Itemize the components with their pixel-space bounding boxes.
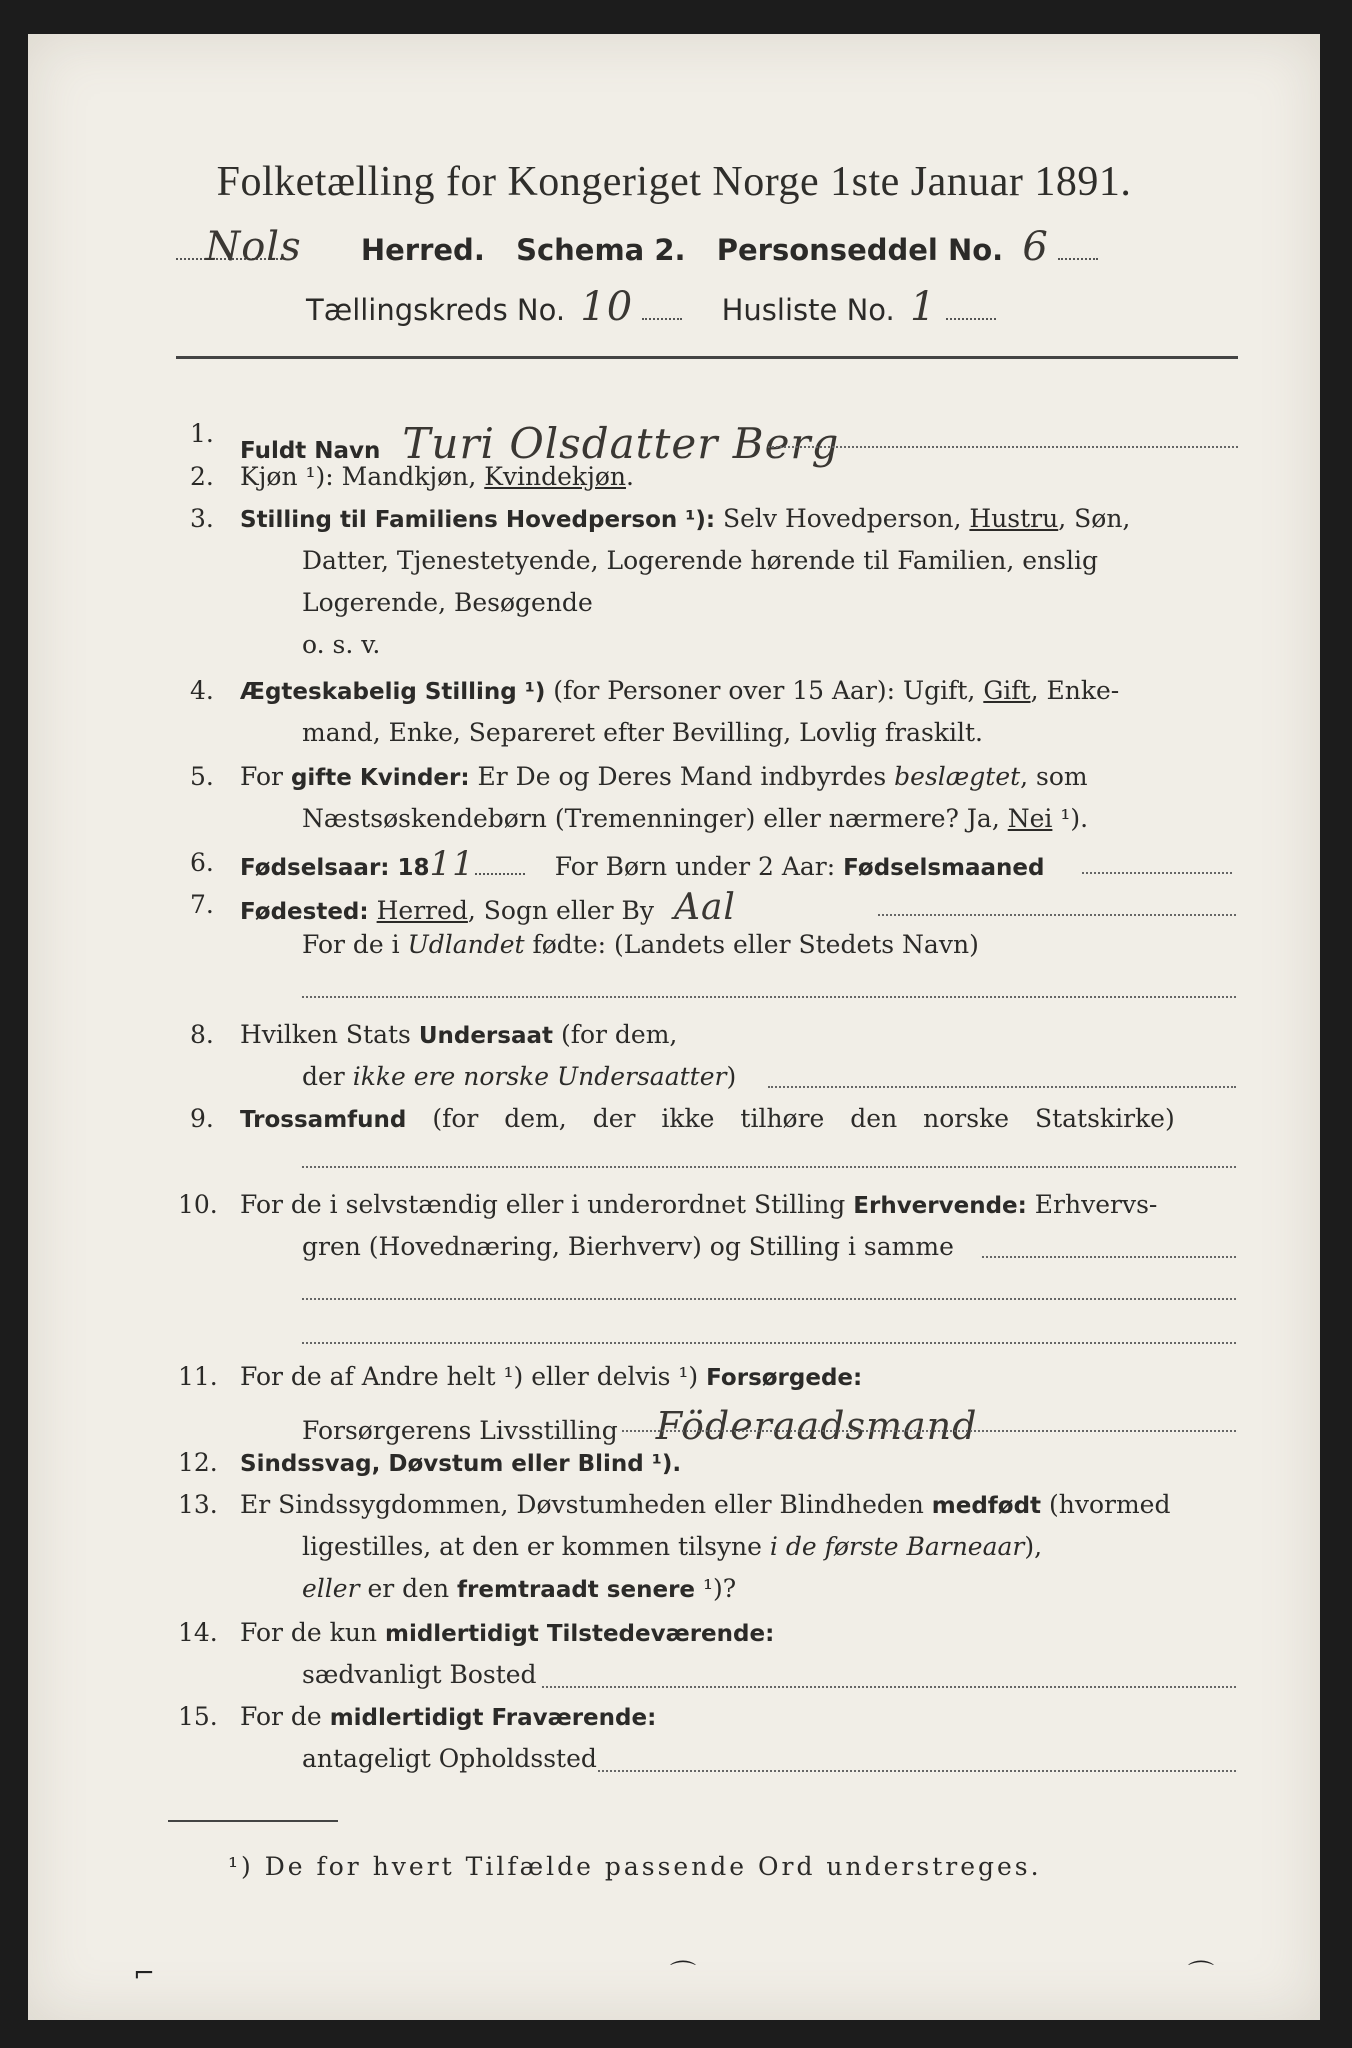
- congenital-text: ligestilles, at den er kommen tilsyne: [302, 1532, 770, 1561]
- family-position-field: [240, 504, 1130, 535]
- husliste-label: Husliste No.: [721, 293, 895, 327]
- religion-field: [240, 1104, 1175, 1135]
- item-number: 3.: [190, 504, 214, 533]
- kreds-line: [306, 284, 996, 330]
- congenital-line2: [302, 1532, 1042, 1562]
- citizenship-text: der: [302, 1062, 353, 1091]
- kreds-label: Tællingskreds No.: [306, 293, 566, 327]
- congenital-text: ),: [1024, 1532, 1043, 1561]
- birth-year-value: 11: [429, 844, 475, 884]
- birthplace-text: , Sogn eller By: [467, 896, 655, 925]
- citizenship-label: Undersaat: [418, 1023, 553, 1049]
- temp-present-field: [240, 1618, 774, 1649]
- family-position-text: , Søn,: [1058, 504, 1131, 533]
- herred-value: Nols: [205, 224, 302, 270]
- item-number: 10.: [178, 1190, 218, 1219]
- family-position-line2: Datter, Tjenestetyende, Logerende hørende til Familien, enslig: [302, 546, 1099, 575]
- citizenship-text: Hvilken Stats: [240, 1020, 419, 1049]
- family-position-label: Stilling til Familiens Hovedperson ¹):: [240, 507, 716, 533]
- birth-month-label: Fødselsmaaned: [843, 855, 1045, 881]
- congenital-text: Er Sindssygdommen, Døvstumheden eller Blindheden: [240, 1490, 932, 1519]
- birth-month-dotted-line: [1082, 872, 1232, 874]
- item-number: 1.: [190, 419, 214, 448]
- provider-text: Forsørgerens Livsstilling: [302, 1416, 618, 1445]
- congenital-label: medfødt: [931, 1493, 1042, 1519]
- religion-dotted-line: [302, 1166, 1236, 1168]
- temp-absent-text: For de: [240, 1702, 330, 1731]
- family-position-line3: Logerende, Besøgende: [302, 588, 593, 617]
- name-label: Fuldt Navn: [240, 438, 381, 464]
- sex-period: .: [625, 462, 634, 491]
- marital-status-line2: mand, Enke, Separeret efter Bevilling, Lovlig fraskilt.: [302, 718, 983, 747]
- personseddel-value: 6: [1022, 224, 1049, 270]
- occupation-text: Erhvervs-: [1026, 1190, 1158, 1219]
- birthplace-value: Aal: [673, 887, 736, 928]
- family-position-line4: o. s. v.: [302, 630, 381, 659]
- item-number: 2.: [190, 462, 214, 491]
- temp-present-text: For de kun: [240, 1618, 385, 1647]
- sex-options: Kjøn ¹): Mandkjøn,: [240, 462, 485, 491]
- married-women-text: Næstsøskendebørn (Tremenninger) eller nærmere? Ja,: [302, 804, 1008, 833]
- birthplace-abroad-line: [302, 930, 979, 960]
- religion-text: (for dem, der ikke tilhøre den norske Statskirke): [406, 1104, 1175, 1133]
- schema-label: Schema 2.: [516, 233, 686, 267]
- disability-label: Sindssvag, Døvstum eller Blind ¹).: [240, 1451, 682, 1477]
- provider-value: Föderaadsmand: [655, 1404, 978, 1448]
- item-number: 5.: [190, 762, 214, 791]
- occupation-dotted-line: [302, 1298, 1236, 1300]
- item-number: 12.: [178, 1448, 218, 1477]
- occupation-dotted-line: [982, 1256, 1236, 1258]
- supported-text: For de af Andre helt ¹) eller delvis ¹): [240, 1362, 707, 1391]
- married-women-field: [240, 762, 1088, 793]
- temp-absent-field: [240, 1702, 656, 1733]
- birthplace-abroad-dotted-line: [302, 996, 1236, 998]
- item-number: 9.: [190, 1104, 214, 1133]
- herred-label: Herred.: [360, 233, 485, 267]
- footnote-rule: [168, 1820, 338, 1822]
- birthplace-field: [240, 886, 736, 929]
- family-position-selected: Hustru: [969, 504, 1059, 533]
- citizenship-dotted-line: [768, 1086, 1236, 1088]
- married-women-selected: Nei: [1007, 804, 1053, 833]
- header-rule: [176, 356, 1238, 359]
- herred-line: [176, 224, 1098, 270]
- congenital-label: fremtraadt senere: [457, 1577, 696, 1603]
- religion-label: Trossamfund: [240, 1107, 407, 1133]
- sex-selected: Kvindekjøn: [484, 462, 626, 491]
- kreds-value: 10: [580, 284, 634, 330]
- birth-month-text: For Børn under 2 Aar:: [554, 852, 844, 881]
- congenital-text: i de første Barneaar: [769, 1532, 1025, 1561]
- marital-status-text: , Enke-: [1030, 676, 1120, 705]
- congenital-text: (hvormed: [1041, 1490, 1171, 1519]
- occupation-dotted-line: [302, 1342, 1236, 1344]
- married-women-text: ¹).: [1052, 804, 1089, 833]
- birth-year-label: Fødselsaar: 18: [240, 855, 430, 881]
- name-dotted-line: [768, 446, 1238, 448]
- provider-dotted-line: [622, 1430, 1236, 1432]
- congenital-text: eller: [302, 1574, 360, 1603]
- item-number: 15.: [178, 1702, 218, 1731]
- footnote: ¹) De for hvert Tilfælde passende Ord understreges.: [228, 1852, 1042, 1881]
- usual-residence-line: sædvanligt Bosted: [302, 1660, 537, 1689]
- item-number: 13.: [178, 1490, 218, 1519]
- marital-status-text: (for Personer over 15 Aar): Ugift,: [545, 676, 984, 705]
- marital-status-selected: Gift: [983, 676, 1031, 705]
- citizenship-field: [240, 1020, 677, 1051]
- name-value: Turi Olsdatter Berg: [402, 419, 840, 468]
- married-women-label: gifte Kvinder:: [290, 765, 470, 791]
- supported-field: [240, 1362, 862, 1393]
- citizenship-text: ikke ere norske Undersaatter: [352, 1062, 727, 1091]
- marital-status-field: [240, 676, 1119, 707]
- family-position-text: Selv Hovedperson,: [715, 504, 970, 533]
- birthplace-abroad-text: Udlandet: [407, 930, 525, 959]
- item-number: 11.: [178, 1362, 218, 1391]
- occupation-text: For de i selvstændig eller i underordnet Stilling: [240, 1190, 854, 1219]
- married-women-text: , som: [1020, 762, 1088, 791]
- occupation-line2: gren (Hovednæring, Bierhverv) og Stilling i samme: [302, 1232, 954, 1261]
- birth-year-field: [240, 844, 1044, 885]
- item-number: 8.: [190, 1020, 214, 1049]
- census-form-sheet: [28, 34, 1320, 2020]
- birthplace-dotted-line: [878, 914, 1236, 916]
- birthplace-abroad-text: fødte: (Landets eller Stedets Navn): [524, 930, 979, 959]
- center-mark: ⌒: [670, 1960, 697, 1990]
- birthplace-abroad-text: For de i: [302, 930, 408, 959]
- citizenship-text: (for dem,: [553, 1020, 678, 1049]
- congenital-line3: [302, 1574, 736, 1605]
- occupation-field: [240, 1190, 1157, 1221]
- citizenship-text: ): [726, 1062, 737, 1091]
- congenital-text: er den: [359, 1574, 458, 1603]
- congenital-text: ¹)?: [695, 1574, 737, 1603]
- form-title: Folketælling for Kongeriget Norge 1ste Januar 1891.: [216, 159, 1132, 205]
- congenital-field: [240, 1490, 1170, 1521]
- disability-field: [240, 1448, 681, 1479]
- item-number: 14.: [178, 1618, 218, 1647]
- corner-mark: ⌒: [1188, 1960, 1215, 1990]
- personseddel-label: Personseddel No.: [716, 233, 1004, 267]
- married-women-text: beslægtet: [894, 762, 1021, 791]
- provider-line: [302, 1404, 977, 1450]
- item-number: 4.: [190, 676, 214, 705]
- married-women-line2: [302, 804, 1088, 834]
- supported-label: Forsørgede:: [706, 1365, 863, 1391]
- occupation-label: Erhvervende:: [853, 1193, 1027, 1219]
- probable-residence-line: antageligt Opholdssted: [302, 1744, 597, 1773]
- usual-residence-dotted-line: [542, 1686, 1236, 1688]
- probable-residence-dotted-line: [598, 1770, 1236, 1772]
- item-number: 7.: [190, 890, 214, 919]
- sex-field: [240, 462, 634, 492]
- temp-absent-label: midlertidigt Fraværende:: [329, 1705, 657, 1731]
- item-number: 6.: [190, 848, 214, 877]
- birthplace-label: Fødested:: [240, 899, 377, 925]
- temp-present-label: midlertidigt Tilstedeværende:: [384, 1621, 775, 1647]
- husliste-value: 1: [909, 284, 937, 330]
- corner-mark: ⌐: [133, 1959, 155, 1989]
- birthplace-selected: Herred: [376, 896, 468, 925]
- married-women-text: For: [240, 762, 291, 791]
- married-women-text: Er De og Deres Mand indbyrdes: [469, 762, 895, 791]
- marital-status-label: Ægteskabelig Stilling ¹): [240, 679, 546, 705]
- citizenship-line2: [302, 1062, 736, 1092]
